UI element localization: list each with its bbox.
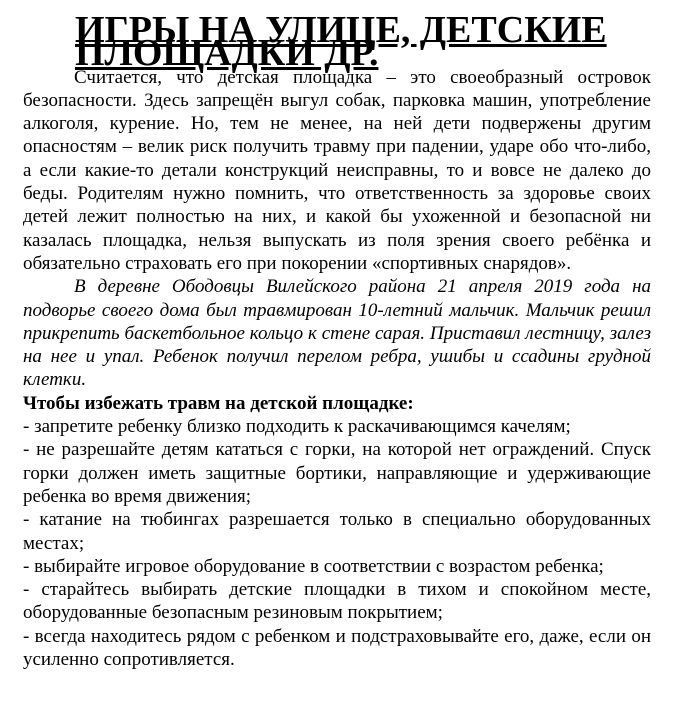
tips-list: [23, 415, 651, 671]
intro-paragraph: Считается, что детская площадка – это своеобразный островок безопасности. Здесь запрещён выгул собак, парковка машин, употребление алкоголя, курение. Но, тем не менее, на ней дети подвержены другим опасностям – велик риск получить травму при падении, ударе обо что-либо, а если какие-то детали конструкций неисправны, то и вовсе не далеко до беды. Родителям нужно помнить, что ответственность за здоровье своих детей лежит полностью на них, и какой бы ухоженной и безопасной ни казалась площадка, нельзя выпускать из поля зрения своего ребёнка и обязательно страховать его при покорении «спортивных снарядов».: [23, 66, 651, 274]
tip-item: - запретите ребенку близко подходить к раскачивающимся качелям;: [23, 416, 571, 438]
tip-item: - не разрешайте детям кататься с горки, на которой нет ограждений. Спуск горки должен иметь защитные бортики, направляющие и удерживающие ребенка во время движения;: [23, 439, 651, 507]
tip-item: - всегда находитесь рядом с ребенком и подстраховывайте его, даже, если он усиленно сопротивляется.: [23, 625, 651, 671]
incident-paragraph: В деревне Ободовцы Вилейского района 21 апреля 2019 года на подворье своего дома был травмирован 10-летний мальчик. Мальчик решил прикрепить баскетбольное кольцо к стене сарая. Приставил лестницу, залез на нее и упал. Ребенок получил перелом ребра, ушибы и ссадины грудной клетки.: [23, 276, 651, 391]
tips-heading: Чтобы избежать травм на детской площадке:: [23, 392, 414, 414]
tip-item: - выбирайте игровое оборудование в соответствии с возрастом ребенка;: [23, 555, 604, 577]
tip-item: - катание на тюбингах разрешается только в специально оборудованных местах;: [23, 509, 651, 554]
document-page: [23, 9, 651, 671]
document-title: ИГРЫ НА УЛИЦЕ, ДЕТСКИЕ ПЛОЩАДКИ ДР.: [75, 9, 607, 75]
tip-item: - старайтесь выбирать детские площадки в тихом и спокойном месте, оборудованные безопасным резиновым покрытием;: [23, 579, 651, 624]
